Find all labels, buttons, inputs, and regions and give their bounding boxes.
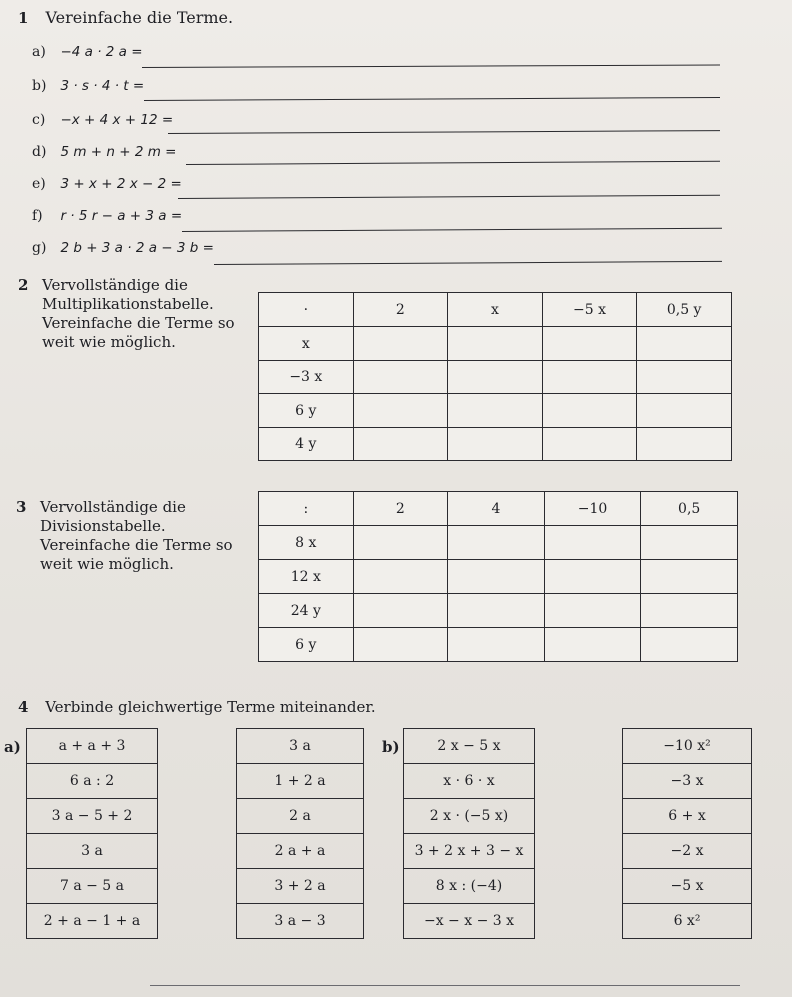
- exercise-2-number: 2: [18, 276, 29, 294]
- exercise-2-line: Vereinfache die Terme so: [42, 314, 235, 332]
- page-bottom-rule: [150, 985, 740, 986]
- column-header: 4: [448, 492, 545, 526]
- answer-line-b[interactable]: [144, 97, 720, 101]
- exercise-1-heading: [18, 8, 233, 27]
- ex1-item-expression: 3 + x + 2 x − 2 =: [60, 176, 182, 192]
- row-header: x: [259, 327, 354, 361]
- ex1-item-label: f): [32, 208, 43, 224]
- term-card[interactable]: 6 x²: [673, 913, 701, 929]
- term-card[interactable]: 3 a: [237, 729, 363, 764]
- ex1-item-expression: 3 · s · 4 · t =: [60, 78, 145, 94]
- exercise-4-title: Verbinde gleichwertige Terme miteinander.: [45, 698, 376, 716]
- answer-line-d[interactable]: [186, 161, 720, 165]
- term-card[interactable]: 7 a − 5 a: [27, 869, 157, 904]
- row-header: 8 x: [259, 526, 354, 560]
- column-header: −5 x: [542, 293, 637, 327]
- term-box-b-left: [403, 728, 535, 939]
- row-header: 24 y: [259, 594, 354, 628]
- column-header: x: [448, 293, 543, 327]
- ex1-item-expression: r · 5 r − a + 3 a =: [60, 208, 183, 224]
- answer-cell[interactable]: [448, 361, 543, 394]
- answer-cell[interactable]: [544, 526, 641, 560]
- row-header: −3 x: [259, 361, 354, 394]
- answer-cell[interactable]: [542, 361, 637, 394]
- table-corner: ·: [259, 293, 354, 327]
- term-card[interactable]: a + a + 3: [27, 729, 157, 764]
- exercise-4-number: 4: [18, 698, 29, 716]
- term-card[interactable]: 3 a: [27, 834, 157, 869]
- answer-cell[interactable]: [353, 594, 448, 628]
- table-corner: :: [259, 492, 354, 526]
- column-header: 2: [353, 293, 448, 327]
- ex1-item-expression: −4 a · 2 a =: [60, 44, 143, 60]
- column-header: 0,5: [641, 492, 738, 526]
- term-card[interactable]: 6 + x: [623, 799, 751, 834]
- answer-cell[interactable]: [448, 628, 545, 662]
- exercise-1-number: 1: [18, 9, 29, 27]
- answer-line-a[interactable]: [142, 64, 720, 68]
- answer-cell[interactable]: [448, 327, 543, 361]
- exercise-3-line: Vervollständige die: [40, 498, 186, 516]
- exercise-2-text: [18, 276, 235, 352]
- term-box-b-right: [622, 728, 752, 939]
- ex1-item-label: c): [32, 112, 46, 128]
- answer-line-g[interactable]: [214, 261, 722, 265]
- answer-cell[interactable]: [353, 361, 448, 394]
- term-box-a-right: [236, 728, 364, 939]
- term-card[interactable]: 2 x − 5 x: [404, 729, 534, 764]
- term-card[interactable]: 3 a − 5 + 2: [27, 799, 157, 834]
- answer-cell[interactable]: [448, 428, 543, 461]
- answer-line-e[interactable]: [178, 195, 720, 199]
- answer-cell[interactable]: [448, 594, 545, 628]
- answer-cell[interactable]: [353, 327, 448, 361]
- ex1-item-f: [32, 208, 182, 238]
- exercise-3-number: 3: [16, 498, 27, 516]
- term-card[interactable]: −3 x: [623, 764, 751, 799]
- exercise-3-line: Vereinfache die Terme so: [40, 536, 233, 554]
- answer-cell[interactable]: [637, 394, 732, 428]
- ex1-item-label: d): [32, 144, 47, 160]
- ex1-item-label: b): [32, 78, 47, 94]
- ex1-item-c: [32, 112, 173, 142]
- row-header: 4 y: [259, 428, 354, 461]
- answer-cell[interactable]: [641, 594, 738, 628]
- exercise-2-line: Multiplikationstabelle.: [42, 295, 214, 313]
- ex1-item-e: [32, 176, 182, 206]
- answer-cell[interactable]: [353, 560, 448, 594]
- term-card[interactable]: 2 x · (−5 x): [404, 799, 534, 834]
- column-header: −10: [544, 492, 641, 526]
- exercise-3-text: [16, 498, 233, 574]
- term-card[interactable]: −2 x: [623, 834, 751, 869]
- ex1-item-label: g): [32, 240, 47, 256]
- term-card[interactable]: 6 a : 2: [27, 764, 157, 799]
- exercise-3-line: Divisionstabelle.: [40, 517, 166, 535]
- term-card[interactable]: 8 x : (−4): [404, 869, 534, 904]
- term-card[interactable]: −10 x²: [623, 729, 751, 764]
- answer-cell[interactable]: [542, 394, 637, 428]
- answer-cell[interactable]: [353, 628, 448, 662]
- division-table: [258, 491, 738, 662]
- term-box-a-left: [26, 728, 158, 939]
- answer-cell[interactable]: [353, 394, 448, 428]
- ex1-item-expression: −x + 4 x + 12 =: [60, 112, 174, 128]
- answer-cell[interactable]: [544, 560, 641, 594]
- exercise-4-heading: [18, 698, 376, 716]
- answer-cell[interactable]: [353, 428, 448, 461]
- exercise-3-line: weit wie möglich.: [40, 555, 174, 573]
- answer-cell[interactable]: [637, 361, 732, 394]
- row-header: 6 y: [259, 628, 354, 662]
- exercise-2-line: weit wie möglich.: [42, 333, 176, 351]
- answer-line-f[interactable]: [182, 228, 722, 232]
- term-card[interactable]: 1 + 2 a: [237, 764, 363, 799]
- ex1-item-label: a): [32, 44, 46, 60]
- part-b-label: b): [382, 738, 400, 756]
- multiplication-table: [258, 292, 732, 461]
- term-card[interactable]: 3 + 2 x + 3 − x: [404, 834, 534, 869]
- answer-line-c[interactable]: [168, 130, 720, 134]
- column-header: 0,5 y: [637, 293, 732, 327]
- term-card[interactable]: −5 x: [623, 869, 751, 904]
- ex1-item-d: [32, 144, 176, 174]
- term-card[interactable]: −x − x − 3 x: [423, 913, 515, 929]
- part-a-label: a): [4, 738, 21, 756]
- answer-cell[interactable]: [637, 327, 732, 361]
- row-header: 6 y: [259, 394, 354, 428]
- answer-cell[interactable]: [353, 526, 448, 560]
- column-header: 2: [353, 492, 448, 526]
- ex1-item-expression: 5 m + n + 2 m =: [60, 144, 177, 160]
- term-card[interactable]: 3 a − 3: [274, 913, 326, 929]
- term-card[interactable]: 2 + a − 1 + a: [43, 913, 141, 929]
- answer-cell[interactable]: [641, 628, 738, 662]
- answer-cell[interactable]: [448, 394, 543, 428]
- answer-cell[interactable]: [544, 628, 641, 662]
- term-card[interactable]: 2 a + a: [237, 834, 363, 869]
- answer-cell[interactable]: [542, 428, 637, 461]
- term-card[interactable]: 2 a: [237, 799, 363, 834]
- answer-cell[interactable]: [641, 526, 738, 560]
- exercise-2-line: Vervollständige die: [42, 276, 188, 294]
- ex1-item-expression: 2 b + 3 a · 2 a − 3 b =: [60, 240, 214, 256]
- answer-cell[interactable]: [448, 560, 545, 594]
- ex1-item-g: [32, 240, 214, 270]
- answer-cell[interactable]: [641, 560, 738, 594]
- answer-cell[interactable]: [544, 594, 641, 628]
- term-card[interactable]: x · 6 · x: [404, 764, 534, 799]
- ex1-item-b: [32, 78, 144, 108]
- ex1-item-label: e): [32, 176, 46, 192]
- answer-cell[interactable]: [542, 327, 637, 361]
- ex1-item-a: [32, 44, 143, 74]
- term-card[interactable]: 3 + 2 a: [237, 869, 363, 904]
- answer-cell[interactable]: [448, 526, 545, 560]
- row-header: 12 x: [259, 560, 354, 594]
- exercise-1-title: Vereinfache die Terme.: [45, 8, 234, 27]
- answer-cell[interactable]: [637, 428, 732, 461]
